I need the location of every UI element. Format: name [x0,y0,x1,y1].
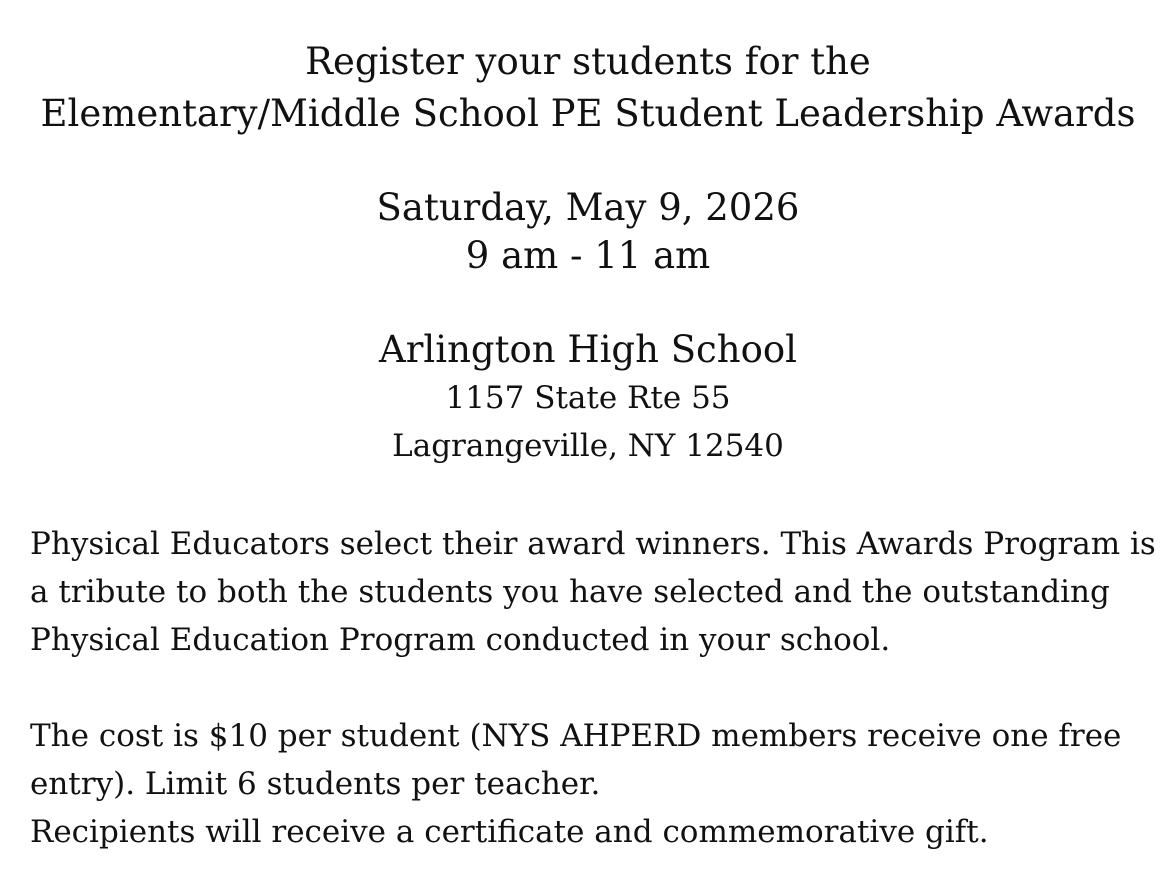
event-date: Saturday, May 9, 2026 [376,186,800,229]
recipients-text: Recipients will receive a certificate and commemorative gift. [30,814,989,850]
event-datetime [0,184,1176,280]
cost-paragraph [30,712,1165,856]
venue-block [0,326,1176,470]
cost-text: The cost is $10 per student (NYS AHPERD members receive one free entry). Limit 6 students per teacher. [30,718,1122,802]
heading-line-2: Elementary/Middle School PE Student Leadership Awards [40,92,1136,135]
venue-street: 1157 State Rte 55 [445,380,731,416]
venue-city: Lagrangeville, NY 12540 [392,428,784,464]
event-time: 9 am - 11 am [465,234,711,277]
description-paragraph: Physical Educators select their award winners. This Awards Program is a tribute to both the students you have selected and the outstanding Physical Education Program conducted in your school. [30,526,1156,658]
venue-name: Arlington High School [379,328,797,371]
heading-line-1: Register your students for the [305,40,871,83]
heading [0,36,1176,140]
